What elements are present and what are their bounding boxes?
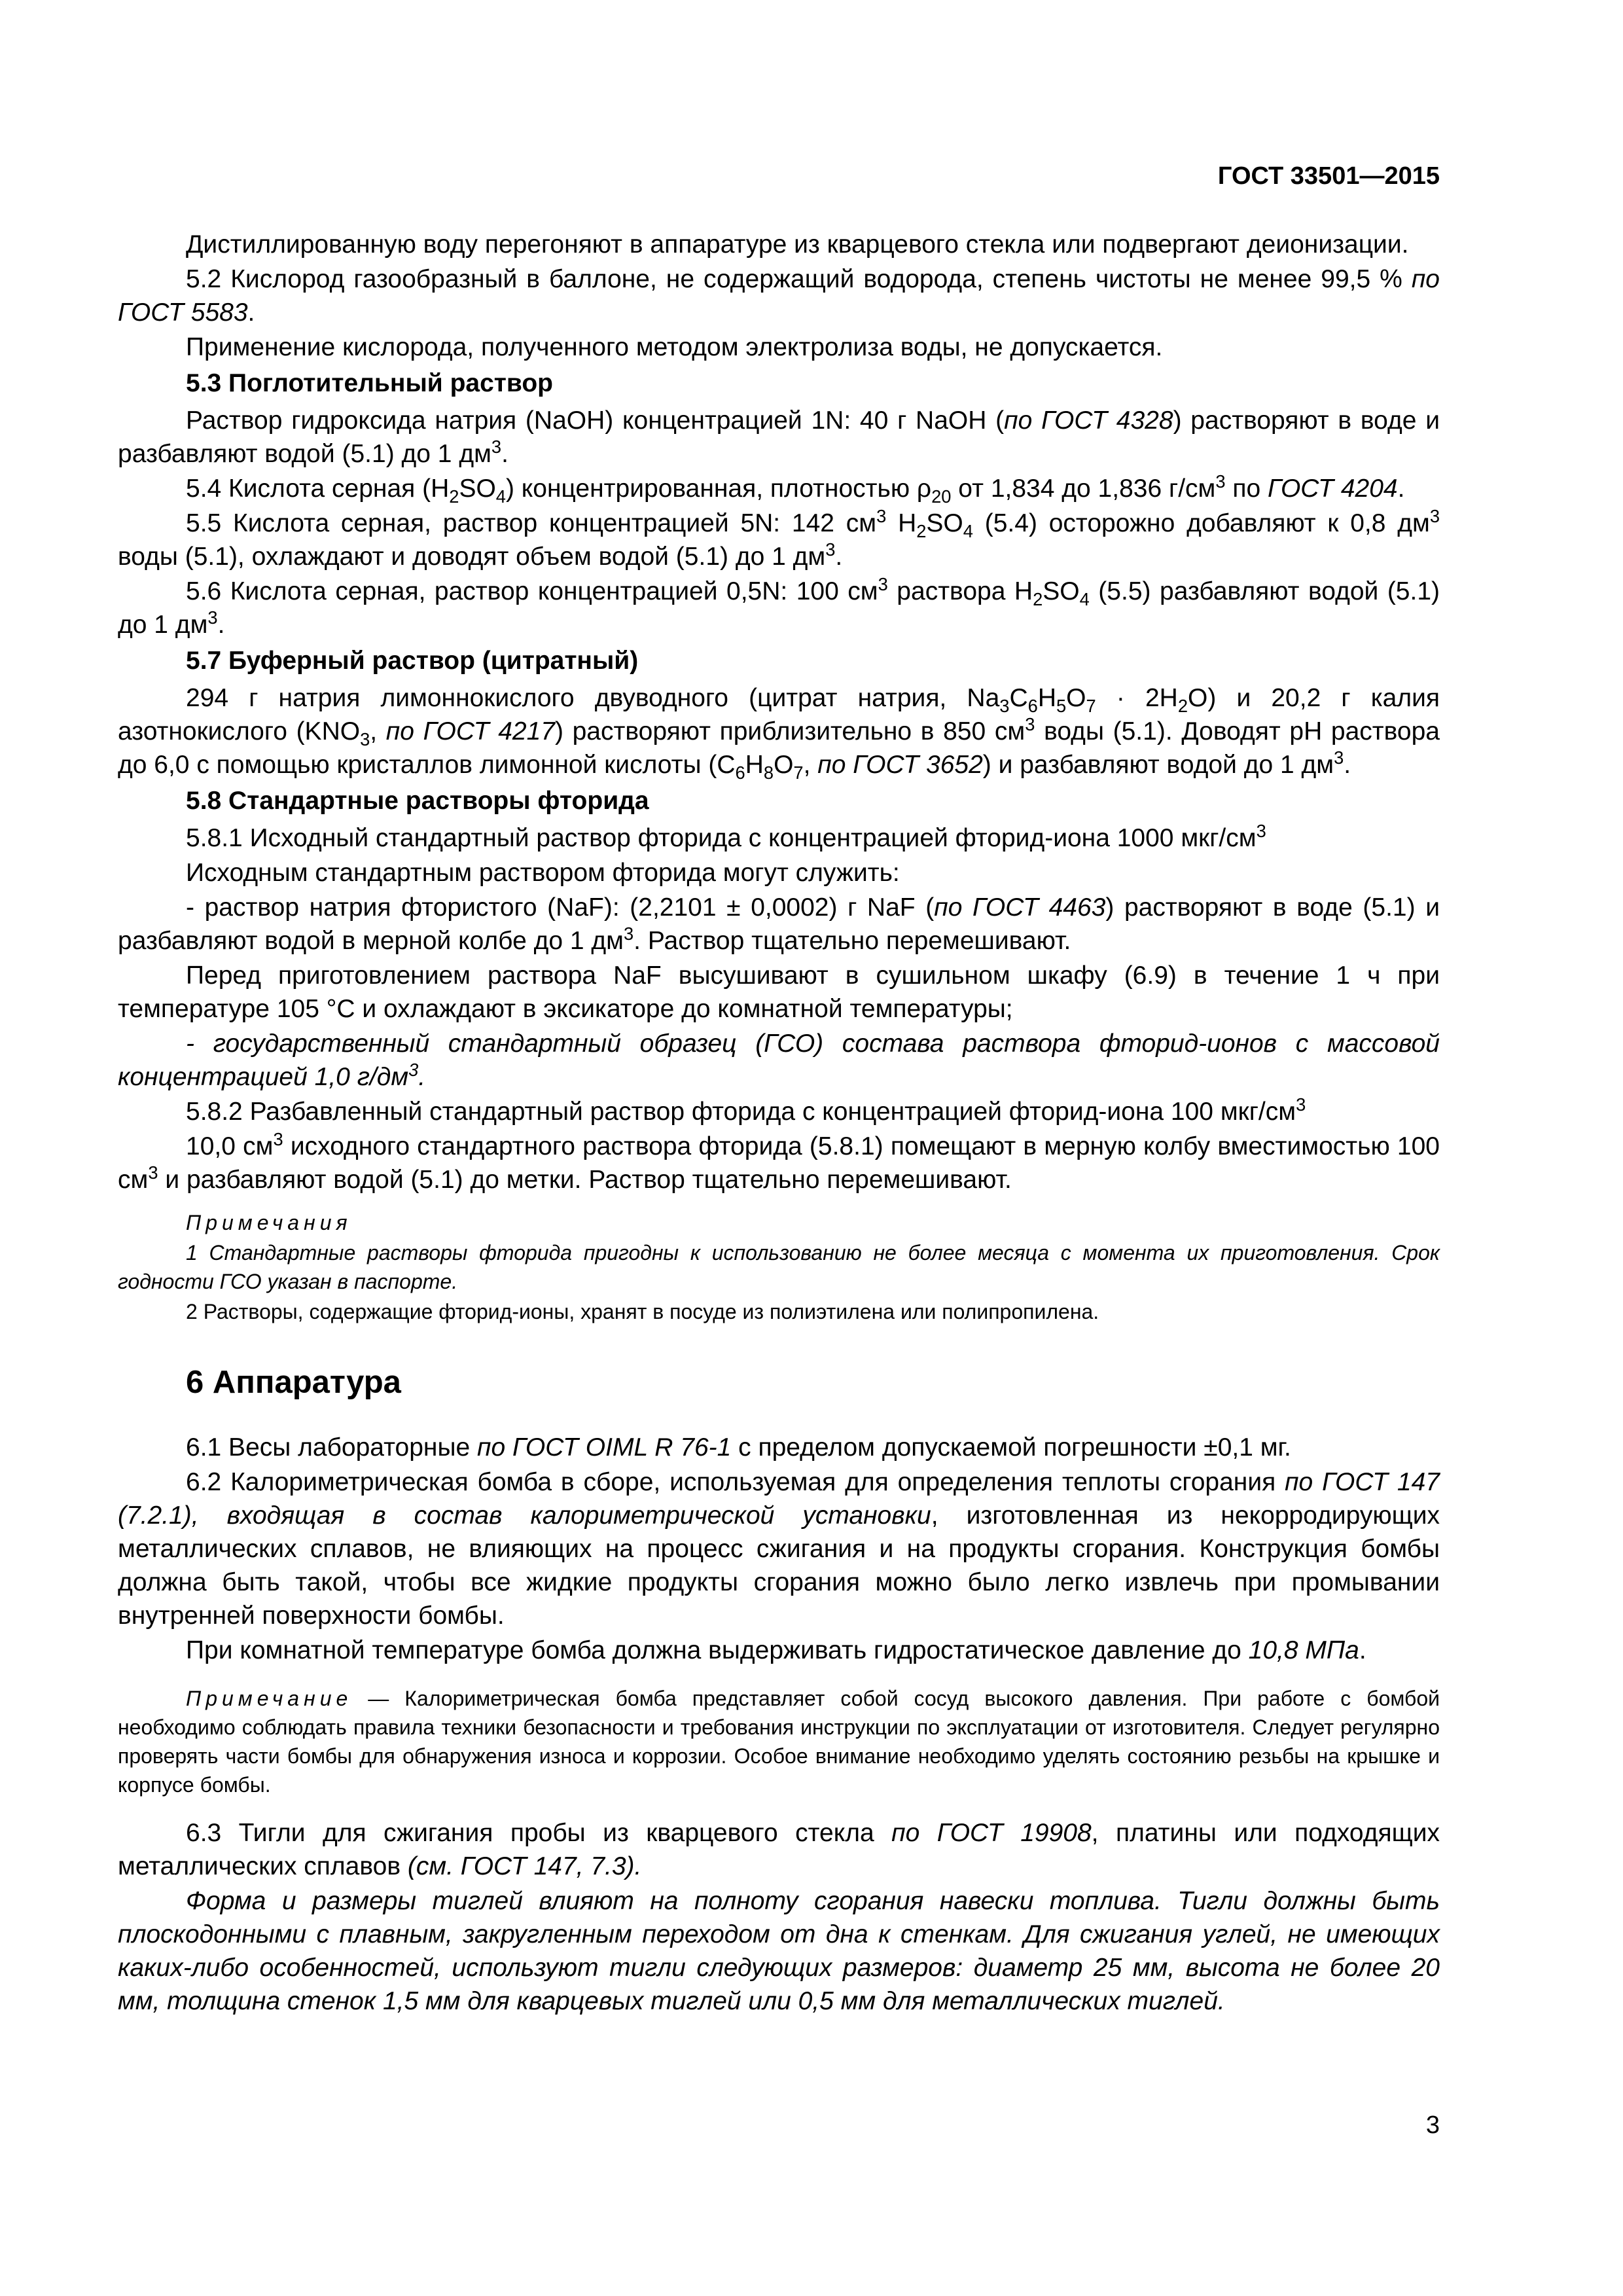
paragraph-5-8-1: 5.8.1 Исходный стандартный раствор фторида с концентрацией фторид-иона 1000 мкг/$см^3$	[186, 821, 1266, 852]
paragraph-5-8-1-naf: - раствор натрия фтористого (NaF): (2,2101 ± 0,0002) г NaF (по ГОСТ 4463) растворяют в воде (5.1) и разбавляют водой в мерной колбе до 1 $дм^3$. Раствор тщательно перемешивают.	[118, 893, 1440, 955]
paragraph-5-5: 5.5 Кислота серная, раствор концентрацией 5N: 142 $см^3$ $H_2SO_4$ (5.4) осторожно добавляют к 0,8 $дм^3$ воды (5.1), охлаждают и доводят объем водой (5.1) до 1 $дм^3$.	[118, 506, 1440, 571]
page-number: 3	[1425, 2111, 1440, 2139]
paragraph-5-8-2: 5.8.2 Разбавленный стандартный раствор фторида с концентрацией фторид-иона 100 мкг/$см^3$	[186, 1094, 1306, 1126]
heading-5-7: 5.7 Буферный раствор (цитратный)	[186, 647, 639, 675]
paragraph-5-7: 294 г натрия лимоннокислого двуводного (цитрат натрия, $Na_3C_6H_5O_7 \cdot 2H_2O$) и 20,2 г калия азотнокислого ($KNO_3$, по ГОСТ 4217) растворяют приблизительно в 850 $см^3$ воды (5.1). Доводят pH раствора до 6,0 с помощью кристаллов лимонной кислоты ($C_6H_8O_7$, по ГОСТ 3652) и разбавляют водой до 1 $дм^3$.	[118, 684, 1440, 783]
note-bomb: Примечание — Калориметрическая бомба представляет собой сосуд высокого давления. При работе с бомбой необходимо соблюдать правила техники безопасности и требования инструкции по эксплуатации от изготовителя. Следует регулярно проверять части бомбы для обнаружения износа и коррозии. Особое внимание необходимо уделять состоянию резьбы на крышке и корпусе бомбы.	[118, 1687, 1440, 1797]
paragraph-6-2: 6.2 Калориметрическая бомба в сборе, используемая для определения теплоты сгорания по ГОСТ 147 (7.2.1), входящая в состав калориметрической установки, изготовленная из некорродирующих металлических сплавов, не влияющих на процесс сжигания и на продукты сгорания. Конструкция бомбы должна быть такой, чтобы все жидкие продукты сгорания можно было легко извлечь при промывании внутренней поверхности бомбы.	[118, 1468, 1440, 1630]
paragraph-oxygen-note: Применение кислорода, полученного методом электролиза воды, не допускается.	[186, 333, 1163, 361]
paragraph-6-2-pressure: При комнатной температуре бомба должна выдерживать гидростатическое давление до 10,8 МПа.	[186, 1636, 1366, 1664]
paragraph-5-8-1-gso: - государственный стандартный образец (ГСО) состава раствора фторид-ионов с массовой концентрацией 1,0 $г/дм^3$.	[118, 1030, 1440, 1091]
document-body	[118, 228, 1440, 2019]
paragraph-5-6: 5.6 Кислота серная, раствор концентрацией 0,5N: 100 $см^3$ раствора $H_2SO_4$ (5.5) разбавляют водой (5.1) до 1 $дм^3$.	[118, 574, 1440, 639]
paragraph-5-2: 5.2 Кислород газообразный в баллоне, не содержащий водорода, степень чистоты не менее 99,5 % по ГОСТ 5583.	[118, 265, 1440, 327]
heading-5-3: 5.3 Поглотительный раствор	[186, 369, 553, 397]
paragraph-5-8-1-drying: Перед приготовлением раствора NaF высушивают в сушильном шкафу (6.9) в течение 1 ч при температуре 105 °С и охлаждают в эксикаторе до комнатной температуры;	[118, 961, 1440, 1023]
heading-5-8: 5.8 Стандартные растворы фторида	[186, 787, 649, 815]
paragraph-6-1: 6.1 Весы лабораторные по ГОСТ OIML R 76-1 с пределом допускаемой погрешности ±0,1 мг.	[186, 1433, 1291, 1462]
paragraph-6-3: 6.3 Тигли для сжигания пробы из кварцевого стекла по ГОСТ 19908, платины или подходящих металлических сплавов (см. ГОСТ 147, 7.3).	[118, 1819, 1440, 1880]
paragraph-5-4: 5.4 Кислота серная $(H_2SO_4)$ концентрированная, плотностью $\rho_{20}$ от 1,834 до 1,836 $г/см^3$ по ГОСТ 4204.	[186, 471, 1405, 507]
paragraph-5-3: Раствор гидроксида натрия (NaOH) концентрацией 1N: 40 г NaOH (по ГОСТ 4328) растворяют в воде и разбавляют водой (5.1) до 1 $дм^3$.	[118, 406, 1440, 468]
notes-block	[118, 1208, 1440, 1326]
heading-section-6: 6 Аппаратура	[186, 1365, 401, 1400]
notes-title: Примечания	[186, 1211, 352, 1234]
paragraph-5-8-2-procedure: 10,0 $см^3$ исходного стандартного раствора фторида (5.8.1) помещают в мерную колбу вместимостью 100 $см^3$ и разбавляют водой (5.1) до метки. Раствор тщательно перемешивают.	[118, 1129, 1440, 1194]
paragraph-6-3-crucibles: Форма и размеры тиглей влияют на полноту сгорания навески топлива. Тигли должны быть плоскодонными с плавным, закругленным переходом от дна к стенкам. Для сжигания углей, не имеющих каких-либо особенностей, используют тигли следующих размеров: диаметр 25 мм, высота не более 20 мм, толщина стенок 1,5 мм для кварцевых тиглей или 0,5 мм для металлических тиглей.	[118, 1887, 1440, 2015]
standard-header: ГОСТ 33501—2015	[1217, 162, 1440, 190]
paragraph-5-8-1-sources: Исходным стандартным раствором фторида могут служить:	[186, 859, 900, 887]
note-2: 2 Растворы, содержащие фторид-ионы, хранят в посуде из полиэтилена или полипропилена.	[186, 1300, 1099, 1323]
note-1: 1 Стандартные растворы фторида пригодны к использованию не более месяца с момента их приготовления. Срок годности ГСО указан в паспорте.	[118, 1241, 1440, 1293]
paragraph-distilled-water: Дистиллированную воду перегоняют в аппаратуре из кварцевого стекла или подвергают деионизации.	[186, 230, 1409, 259]
